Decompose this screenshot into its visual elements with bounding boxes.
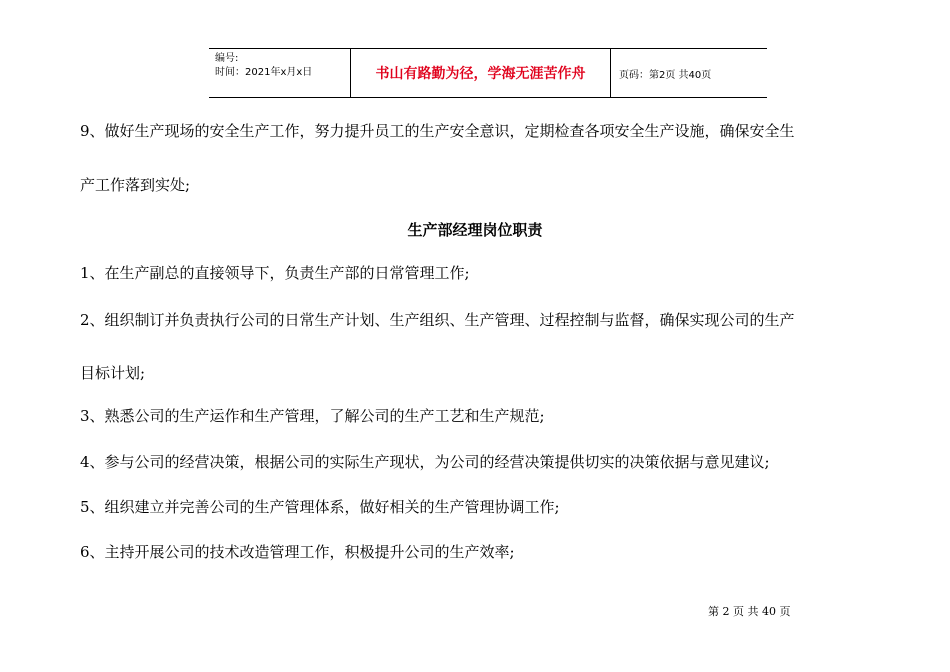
header-meta-cell bbox=[209, 49, 351, 97]
paragraph-item-1: 1、在生产副总的直接领导下，负责生产部的日常管理工作; bbox=[80, 264, 470, 282]
paragraph-item-5: 5、组织建立并完善公司的生产管理体系，做好相关的生产管理协调工作; bbox=[80, 498, 560, 516]
paragraph-item-9-line-2: 产工作落到实处; bbox=[80, 176, 191, 194]
paragraph-item-3: 3、熟悉公司的生产运作和生产管理，了解公司的生产工艺和生产规范; bbox=[80, 407, 545, 425]
header-page-info: 页码：第2页 共40页 bbox=[619, 69, 712, 81]
header-slogan: 书山有路勤为径，学海无涯苦作舟 bbox=[351, 49, 611, 97]
section-title: 生产部经理岗位职责 bbox=[407, 221, 543, 239]
header-time-label: 时间：2021年x月x日 bbox=[215, 67, 313, 78]
paragraph-item-9-line-1: 9、做好生产现场的安全生产工作，努力提升员工的生产安全意识，定期检查各项安全生产设施，确保安全生 bbox=[80, 122, 795, 140]
paragraph-item-2-line-2: 目标计划; bbox=[80, 364, 146, 382]
header-number-label: 编号: bbox=[215, 53, 239, 64]
paragraph-item-2-line-1: 2、组织制订并负责执行公司的日常生产计划、生产组织、生产管理、过程控制与监督，确保实现公司的生产 bbox=[80, 311, 795, 329]
paragraph-item-6: 6、主持开展公司的技术改造管理工作，积极提升公司的生产效率; bbox=[80, 543, 515, 561]
paragraph-item-4: 4、参与公司的经营决策，根据公司的实际生产现状，为公司的经营决策提供切实的决策依据与意见建议; bbox=[80, 453, 770, 471]
document-header bbox=[209, 48, 767, 98]
page-footer: 第 2 页 共 40 页 bbox=[708, 605, 791, 618]
